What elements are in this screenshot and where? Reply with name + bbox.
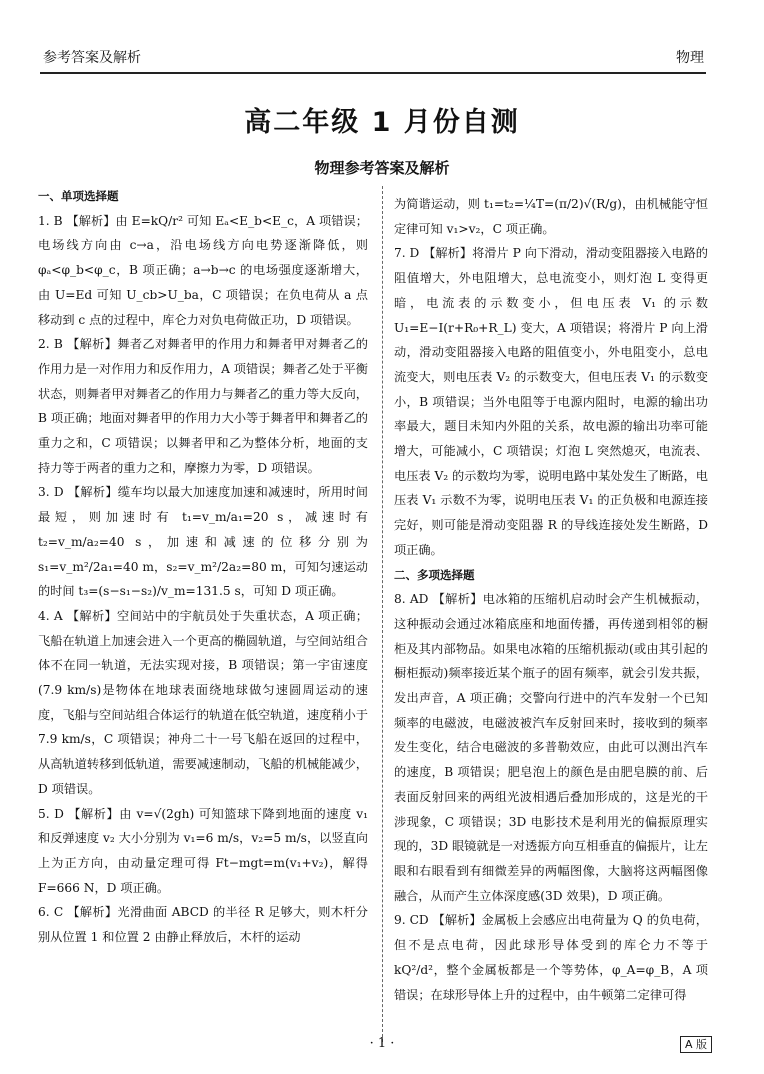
answer-item: 9. CD 【解析】金属板上会感应出电荷量为 Q 的负电荷，但不是点电荷，因此球形导体受到的库仑力不等于 kQ²/d²，整个金属板都是一个等势体，φ_A=φ_B，A 项错误；在球形导体上升的过程中，由牛顿第二定律可得 bbox=[394, 913, 708, 1002]
section-heading: 一、单项选择题 bbox=[38, 189, 119, 203]
answer-item: 2. B 【解析】舞者乙对舞者甲的作用力和舞者甲对舞者乙的作用力是一对作用力和反作用力，A 项错误；舞者乙处于平衡状态，则舞者甲对舞者乙的作用力与舞者乙的重力等大反向，B 项正确；地面对舞者甲的作用力大小等于舞者甲和舞者乙的重力之和，C 项错误；以舞者甲和乙为整体分析，地面的支持力等于两者的重力之和，摩擦力为零，D 项错误。 bbox=[38, 337, 368, 475]
answer-item: 8. AD 【解析】电冰箱的压缩机启动时会产生机械振动，这种振动会通过冰箱底座和地面传播，再传递到相邻的橱柜及其内部物品。如果电冰箱的压缩机振动(或由其引起的橱柜振动)频率接近某个瓶子的固有频率，就会引发共振，发出声音，A 项正确；交警向行进中的汽车发射一个已知频率的电磁波，电磁波被汽车反射回来时，接收到的频率发生变化，结合电磁波的多普勒效应，由此可以测出汽车的速度，B 项错误；肥皂泡上的颜色是由肥皂膜的前、后表面反射回来的两组光波相遇后叠加形成的，这是光的干涉现象，C 项错误；3D 电影技术是利用光的偏振原理实现的，3D 眼镜就是一对透振方向互相垂直的偏振片，让左眼和右眼看到有细微差异的两幅图像，大脑将这两幅图像融合，从而产生立体深度感(3D 效果)，D 项正确。 bbox=[394, 592, 708, 903]
header-right: 物理 bbox=[676, 50, 704, 66]
edition-badge: A 版 bbox=[680, 1036, 712, 1053]
header-rule bbox=[40, 72, 706, 74]
answer-item: 为简谐运动，则 t₁=t₂=¼T=(π/2)√(R/g)，由机械能守恒定律可知 v₁>v₂，C 项正确。 bbox=[394, 197, 708, 236]
answer-item: 4. A 【解析】空间站中的宇航员处于失重状态，A 项正确；飞船在轨道上加速会进入一个更高的椭圆轨道，与空间站组合体不在同一轨道，无法实现对接，B 项错误；第一宇宙速度(7.9 km/s)是物体在地球表面绕地球做匀速圆周运动的速度，飞船与空间站组合体运行的轨道在低空轨道，速度稍小于 7.9 km/s，C 项错误；神舟二十一号飞船在返回的过程中，从高轨道转移到低轨道，需要减速制动，飞船的机械能减少，D 项错误。 bbox=[38, 608, 368, 796]
left-column bbox=[38, 184, 368, 950]
answer-item: 7. D 【解析】将滑片 P 向下滑动，滑动变阻器接入电路的阻值增大，外电阻增大，总电流变小，则灯泡 L 变得更暗，电流表的示数变小，但电压表 V₁ 的示数 U₁=E−I(r+R₀+R_L) 变大，A 项错误；将滑片 P 向上滑动，滑动变阻器接入电路的阻值变小，外电阻变小，总电流变大，则电压表 V₂ 的示数变大，但电压表 V₁ 的示数变小，B 项错误；当外电阻等于电源内阻时，电源的输出功率最大，题目未知内外阻的关系，故电源的输出功率可能增大，可能减小，C 项错误；灯泡 L 突然熄灭，电流表、电压表 V₂ 的示数均为零，说明电路中某处发生了断路，电压表 V₁ 示数不为零，说明电压表 V₁ 的正负极和电源连接完好，则可能是滑动变阻器 R 的导线连接处发生断路，D 项正确。 bbox=[394, 246, 708, 557]
column-divider bbox=[382, 186, 383, 1042]
answer-item: 6. C 【解析】光滑曲面 ABCD 的半径 R 足够大，则木杆分别从位置 1 和位置 2 由静止释放后，木杆的运动 bbox=[38, 905, 368, 945]
section-heading: 二、多项选择题 bbox=[394, 567, 475, 582]
answer-item: 1. B 【解析】由 E=kQ/r² 可知 Eₐ<E_b<E_c，A 项错误；电场线方向由 c→a，沿电场线方向电势逐渐降低，则 φₐ<φ_b<φ_c，B 项正确；a→b→c 的电场强度逐渐增大，由 U=Ed 可知 U_cb>U_ba，C 项错误；在负电荷从 a 点移动到 c 点的过程中，库仑力对负电荷做正功，D 项错误。 bbox=[38, 213, 368, 327]
page-title: 高二年级 1 月份自测 bbox=[244, 107, 520, 138]
header-left: 参考答案及解析 bbox=[43, 50, 141, 66]
answer-item: 5. D 【解析】由 v=√(2gh) 可知篮球下降到地面的速度 v₁ 和反弹速度 v₂ 大小分别为 v₁=6 m/s，v₂=5 m/s，以竖直向上为正方向，由动量定理可得 Ft−mgt=m(v₁+v₂)，解得 F=666 N，D 项正确。 bbox=[38, 806, 368, 895]
answer-item: 3. D 【解析】缆车均以最大加速度加速和减速时，所用时间最短，则加速时有 t₁=v_m/a₁=20 s，减速时有 t₂=v_m/a₂=40 s，加速和减速的位移分别为 s₁=v_m²/2a₁=40 m，s₂=v_m²/2a₂=80 m，可知匀速运动的时间 t₃=(s−s₁−s₂)/v_m=131.5 s，可知 D 项正确。 bbox=[38, 485, 368, 599]
page-number: · 1 · bbox=[369, 1036, 395, 1051]
right-column bbox=[394, 192, 708, 1007]
page-subtitle: 物理参考答案及解析 bbox=[314, 159, 450, 177]
